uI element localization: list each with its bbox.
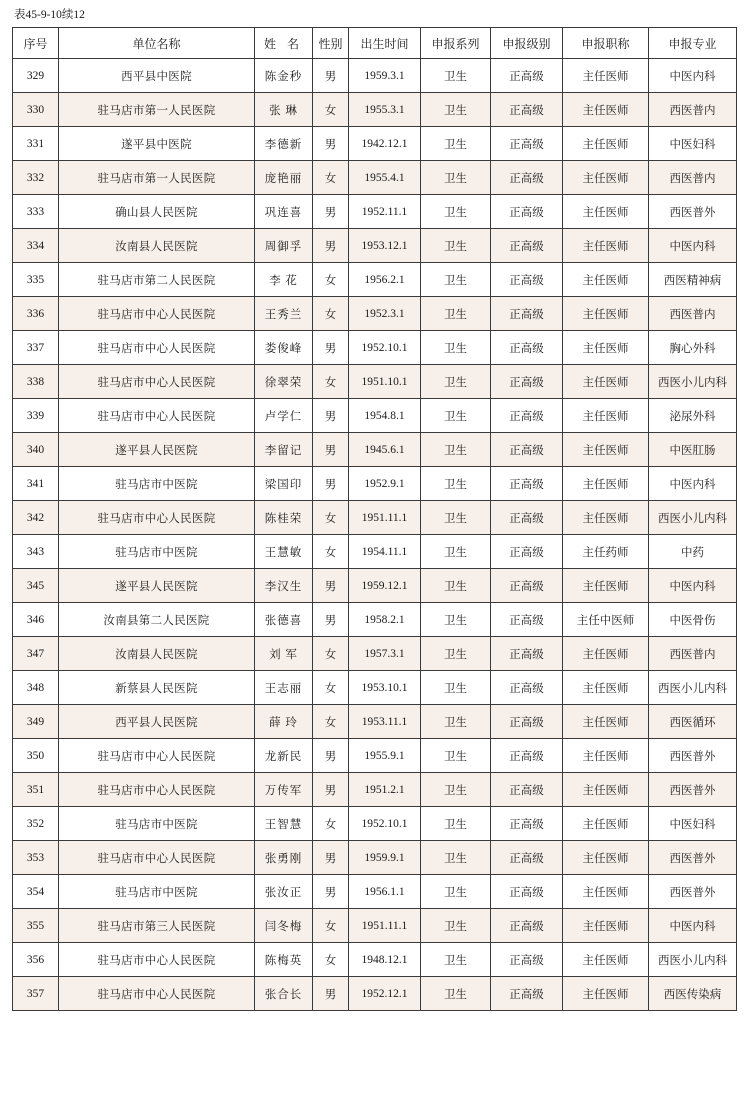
column-header-name: 姓 名 xyxy=(255,28,313,59)
cell-level: 正高级 xyxy=(491,535,563,569)
qualification-roster-table xyxy=(12,27,737,1011)
cell-level: 正高级 xyxy=(491,773,563,807)
cell-birth: 1955.4.1 xyxy=(349,161,421,195)
cell-title: 主任医师 xyxy=(563,943,649,977)
cell-unit: 驻马店市中心人民医院 xyxy=(59,773,255,807)
table-row xyxy=(13,739,737,773)
cell-birth: 1953.10.1 xyxy=(349,671,421,705)
cell-sex: 女 xyxy=(313,637,349,671)
cell-name: 薛 玲 xyxy=(255,705,313,739)
cell-level: 正高级 xyxy=(491,637,563,671)
table-row xyxy=(13,229,737,263)
cell-sex: 男 xyxy=(313,229,349,263)
cell-seq: 354 xyxy=(13,875,59,909)
cell-series: 卫生 xyxy=(421,909,491,943)
cell-name: 王秀兰 xyxy=(255,297,313,331)
cell-level: 正高级 xyxy=(491,671,563,705)
cell-sex: 女 xyxy=(313,535,349,569)
cell-birth: 1951.10.1 xyxy=(349,365,421,399)
cell-major: 中医内科 xyxy=(649,909,737,943)
cell-birth: 1955.3.1 xyxy=(349,93,421,127)
cell-major: 西医小儿内科 xyxy=(649,365,737,399)
cell-birth: 1942.12.1 xyxy=(349,127,421,161)
cell-birth: 1945.6.1 xyxy=(349,433,421,467)
cell-name: 卢学仁 xyxy=(255,399,313,433)
cell-title: 主任医师 xyxy=(563,161,649,195)
column-header-birth: 出生时间 xyxy=(349,28,421,59)
cell-unit: 汝南县第二人民医院 xyxy=(59,603,255,637)
cell-unit: 新蔡县人民医院 xyxy=(59,671,255,705)
cell-title: 主任药师 xyxy=(563,535,649,569)
cell-series: 卫生 xyxy=(421,59,491,93)
cell-major: 西医小儿内科 xyxy=(649,671,737,705)
cell-series: 卫生 xyxy=(421,773,491,807)
cell-unit: 遂平县人民医院 xyxy=(59,569,255,603)
cell-major: 西医小儿内科 xyxy=(649,943,737,977)
cell-level: 正高级 xyxy=(491,875,563,909)
cell-seq: 339 xyxy=(13,399,59,433)
table-row xyxy=(13,93,737,127)
table-row xyxy=(13,433,737,467)
cell-sex: 女 xyxy=(313,909,349,943)
cell-major: 中药 xyxy=(649,535,737,569)
cell-birth: 1951.2.1 xyxy=(349,773,421,807)
cell-series: 卫生 xyxy=(421,195,491,229)
cell-series: 卫生 xyxy=(421,739,491,773)
cell-unit: 驻马店市中心人民医院 xyxy=(59,977,255,1011)
cell-major: 西医普外 xyxy=(649,841,737,875)
cell-level: 正高级 xyxy=(491,807,563,841)
cell-name: 李留记 xyxy=(255,433,313,467)
cell-seq: 340 xyxy=(13,433,59,467)
cell-unit: 驻马店市中心人民医院 xyxy=(59,399,255,433)
table-row xyxy=(13,977,737,1011)
cell-seq: 346 xyxy=(13,603,59,637)
cell-name: 李德新 xyxy=(255,127,313,161)
cell-major: 西医普外 xyxy=(649,875,737,909)
cell-unit: 驻马店市中心人民医院 xyxy=(59,331,255,365)
cell-level: 正高级 xyxy=(491,297,563,331)
cell-level: 正高级 xyxy=(491,603,563,637)
table-row xyxy=(13,59,737,93)
cell-name: 梁国印 xyxy=(255,467,313,501)
cell-sex: 男 xyxy=(313,467,349,501)
cell-sex: 女 xyxy=(313,671,349,705)
cell-seq: 343 xyxy=(13,535,59,569)
table-header xyxy=(13,28,737,59)
cell-major: 中医内科 xyxy=(649,229,737,263)
cell-series: 卫生 xyxy=(421,569,491,603)
cell-birth: 1954.11.1 xyxy=(349,535,421,569)
cell-series: 卫生 xyxy=(421,331,491,365)
cell-series: 卫生 xyxy=(421,229,491,263)
cell-major: 中医妇科 xyxy=(649,127,737,161)
cell-name: 刘 军 xyxy=(255,637,313,671)
cell-title: 主任医师 xyxy=(563,59,649,93)
cell-sex: 男 xyxy=(313,569,349,603)
cell-major: 西医普内 xyxy=(649,93,737,127)
cell-title: 主任医师 xyxy=(563,127,649,161)
table-row xyxy=(13,875,737,909)
cell-birth: 1953.12.1 xyxy=(349,229,421,263)
cell-title: 主任医师 xyxy=(563,229,649,263)
cell-series: 卫生 xyxy=(421,841,491,875)
cell-birth: 1951.11.1 xyxy=(349,909,421,943)
cell-level: 正高级 xyxy=(491,433,563,467)
cell-sex: 男 xyxy=(313,59,349,93)
cell-major: 西医普内 xyxy=(649,297,737,331)
cell-level: 正高级 xyxy=(491,331,563,365)
table-row xyxy=(13,569,737,603)
cell-series: 卫生 xyxy=(421,943,491,977)
table-header-row xyxy=(13,28,737,59)
cell-level: 正高级 xyxy=(491,977,563,1011)
cell-name: 龙新民 xyxy=(255,739,313,773)
cell-series: 卫生 xyxy=(421,671,491,705)
cell-level: 正高级 xyxy=(491,739,563,773)
cell-unit: 驻马店市中医院 xyxy=(59,467,255,501)
cell-level: 正高级 xyxy=(491,195,563,229)
cell-birth: 1959.9.1 xyxy=(349,841,421,875)
cell-sex: 女 xyxy=(313,297,349,331)
cell-series: 卫生 xyxy=(421,807,491,841)
cell-name: 王志丽 xyxy=(255,671,313,705)
cell-birth: 1952.11.1 xyxy=(349,195,421,229)
cell-title: 主任医师 xyxy=(563,467,649,501)
cell-sex: 男 xyxy=(313,399,349,433)
column-header-major: 申报专业 xyxy=(649,28,737,59)
cell-series: 卫生 xyxy=(421,263,491,297)
cell-sex: 女 xyxy=(313,161,349,195)
cell-series: 卫生 xyxy=(421,875,491,909)
cell-title: 主任医师 xyxy=(563,841,649,875)
cell-seq: 332 xyxy=(13,161,59,195)
table-caption: 表45-9-10续12 xyxy=(14,9,85,21)
cell-sex: 男 xyxy=(313,603,349,637)
cell-major: 西医普外 xyxy=(649,195,737,229)
cell-seq: 349 xyxy=(13,705,59,739)
cell-unit: 西平县中医院 xyxy=(59,59,255,93)
cell-series: 卫生 xyxy=(421,535,491,569)
table-row xyxy=(13,807,737,841)
cell-sex: 男 xyxy=(313,739,349,773)
cell-name: 张合长 xyxy=(255,977,313,1011)
cell-seq: 351 xyxy=(13,773,59,807)
cell-unit: 驻马店市第二人民医院 xyxy=(59,263,255,297)
cell-seq: 352 xyxy=(13,807,59,841)
column-header-level: 申报级别 xyxy=(491,28,563,59)
cell-unit: 驻马店市中心人民医院 xyxy=(59,501,255,535)
cell-series: 卫生 xyxy=(421,161,491,195)
column-header-sex: 性别 xyxy=(313,28,349,59)
cell-title: 主任医师 xyxy=(563,331,649,365)
cell-major: 西医传染病 xyxy=(649,977,737,1011)
cell-title: 主任医师 xyxy=(563,569,649,603)
table-row xyxy=(13,637,737,671)
cell-major: 中医妇科 xyxy=(649,807,737,841)
cell-title: 主任医师 xyxy=(563,807,649,841)
cell-birth: 1959.3.1 xyxy=(349,59,421,93)
cell-birth: 1956.2.1 xyxy=(349,263,421,297)
cell-sex: 男 xyxy=(313,195,349,229)
cell-level: 正高级 xyxy=(491,365,563,399)
table-row xyxy=(13,943,737,977)
cell-series: 卫生 xyxy=(421,977,491,1011)
cell-birth: 1952.10.1 xyxy=(349,807,421,841)
cell-sex: 女 xyxy=(313,705,349,739)
cell-unit: 驻马店市中医院 xyxy=(59,875,255,909)
cell-sex: 男 xyxy=(313,127,349,161)
cell-name: 庞艳丽 xyxy=(255,161,313,195)
table-row xyxy=(13,671,737,705)
cell-birth: 1952.9.1 xyxy=(349,467,421,501)
table-row xyxy=(13,195,737,229)
cell-unit: 汝南县人民医院 xyxy=(59,637,255,671)
cell-level: 正高级 xyxy=(491,841,563,875)
cell-level: 正高级 xyxy=(491,705,563,739)
cell-major: 西医普内 xyxy=(649,161,737,195)
cell-unit: 西平县人民医院 xyxy=(59,705,255,739)
cell-major: 西医循环 xyxy=(649,705,737,739)
cell-birth: 1951.11.1 xyxy=(349,501,421,535)
cell-title: 主任医师 xyxy=(563,93,649,127)
cell-birth: 1952.12.1 xyxy=(349,977,421,1011)
cell-birth: 1958.2.1 xyxy=(349,603,421,637)
cell-major: 泌尿外科 xyxy=(649,399,737,433)
cell-seq: 338 xyxy=(13,365,59,399)
cell-title: 主任医师 xyxy=(563,297,649,331)
cell-series: 卫生 xyxy=(421,399,491,433)
cell-name: 闫冬梅 xyxy=(255,909,313,943)
cell-sex: 女 xyxy=(313,93,349,127)
cell-seq: 337 xyxy=(13,331,59,365)
cell-sex: 男 xyxy=(313,331,349,365)
cell-major: 中医内科 xyxy=(649,467,737,501)
cell-seq: 345 xyxy=(13,569,59,603)
cell-title: 主任医师 xyxy=(563,433,649,467)
cell-name: 王慧敏 xyxy=(255,535,313,569)
cell-sex: 女 xyxy=(313,943,349,977)
cell-level: 正高级 xyxy=(491,59,563,93)
cell-sex: 男 xyxy=(313,841,349,875)
cell-series: 卫生 xyxy=(421,93,491,127)
cell-major: 西医普外 xyxy=(649,773,737,807)
cell-title: 主任医师 xyxy=(563,365,649,399)
cell-series: 卫生 xyxy=(421,637,491,671)
cell-series: 卫生 xyxy=(421,433,491,467)
cell-major: 西医精神病 xyxy=(649,263,737,297)
cell-unit: 驻马店市中医院 xyxy=(59,535,255,569)
cell-level: 正高级 xyxy=(491,229,563,263)
cell-seq: 355 xyxy=(13,909,59,943)
cell-sex: 女 xyxy=(313,263,349,297)
table-row xyxy=(13,127,737,161)
table-row xyxy=(13,909,737,943)
cell-birth: 1957.3.1 xyxy=(349,637,421,671)
cell-major: 中医骨伤 xyxy=(649,603,737,637)
cell-seq: 329 xyxy=(13,59,59,93)
column-header-seq: 序号 xyxy=(13,28,59,59)
cell-unit: 驻马店市中心人民医院 xyxy=(59,943,255,977)
cell-level: 正高级 xyxy=(491,943,563,977)
cell-major: 西医普内 xyxy=(649,637,737,671)
cell-name: 李汉生 xyxy=(255,569,313,603)
cell-level: 正高级 xyxy=(491,127,563,161)
table-row xyxy=(13,535,737,569)
cell-name: 王智慧 xyxy=(255,807,313,841)
cell-series: 卫生 xyxy=(421,365,491,399)
cell-name: 张 琳 xyxy=(255,93,313,127)
cell-unit: 确山县人民医院 xyxy=(59,195,255,229)
cell-level: 正高级 xyxy=(491,399,563,433)
cell-seq: 334 xyxy=(13,229,59,263)
table-row xyxy=(13,161,737,195)
cell-title: 主任中医师 xyxy=(563,603,649,637)
table-row xyxy=(13,399,737,433)
cell-birth: 1948.12.1 xyxy=(349,943,421,977)
cell-birth: 1953.11.1 xyxy=(349,705,421,739)
table-row xyxy=(13,263,737,297)
cell-title: 主任医师 xyxy=(563,195,649,229)
table-row xyxy=(13,501,737,535)
cell-series: 卫生 xyxy=(421,297,491,331)
column-header-series: 申报系列 xyxy=(421,28,491,59)
cell-seq: 356 xyxy=(13,943,59,977)
cell-birth: 1952.3.1 xyxy=(349,297,421,331)
cell-name: 陈金秒 xyxy=(255,59,313,93)
cell-series: 卫生 xyxy=(421,501,491,535)
table-body xyxy=(13,59,737,1011)
column-header-title: 申报职称 xyxy=(563,28,649,59)
cell-title: 主任医师 xyxy=(563,263,649,297)
table-row xyxy=(13,773,737,807)
cell-sex: 女 xyxy=(313,807,349,841)
table-row xyxy=(13,297,737,331)
cell-name: 张汝正 xyxy=(255,875,313,909)
table-row xyxy=(13,841,737,875)
cell-seq: 353 xyxy=(13,841,59,875)
cell-name: 李 花 xyxy=(255,263,313,297)
cell-sex: 男 xyxy=(313,875,349,909)
table-row xyxy=(13,705,737,739)
cell-title: 主任医师 xyxy=(563,739,649,773)
cell-seq: 336 xyxy=(13,297,59,331)
cell-major: 中医肛肠 xyxy=(649,433,737,467)
cell-unit: 驻马店市中心人民医院 xyxy=(59,841,255,875)
cell-name: 张勇刚 xyxy=(255,841,313,875)
cell-seq: 350 xyxy=(13,739,59,773)
cell-birth: 1959.12.1 xyxy=(349,569,421,603)
cell-name: 陈桂荣 xyxy=(255,501,313,535)
cell-unit: 遂平县人民医院 xyxy=(59,433,255,467)
cell-level: 正高级 xyxy=(491,501,563,535)
cell-title: 主任医师 xyxy=(563,501,649,535)
cell-sex: 男 xyxy=(313,773,349,807)
cell-unit: 驻马店市第一人民医院 xyxy=(59,93,255,127)
cell-name: 娄俊峰 xyxy=(255,331,313,365)
cell-seq: 341 xyxy=(13,467,59,501)
cell-title: 主任医师 xyxy=(563,399,649,433)
cell-level: 正高级 xyxy=(491,569,563,603)
cell-name: 巩连喜 xyxy=(255,195,313,229)
cell-name: 徐翠荣 xyxy=(255,365,313,399)
cell-seq: 348 xyxy=(13,671,59,705)
cell-birth: 1956.1.1 xyxy=(349,875,421,909)
cell-major: 中医内科 xyxy=(649,59,737,93)
table-row xyxy=(13,467,737,501)
cell-unit: 驻马店市中心人民医院 xyxy=(59,297,255,331)
cell-unit: 汝南县人民医院 xyxy=(59,229,255,263)
cell-title: 主任医师 xyxy=(563,705,649,739)
cell-unit: 驻马店市第一人民医院 xyxy=(59,161,255,195)
cell-series: 卫生 xyxy=(421,603,491,637)
cell-series: 卫生 xyxy=(421,705,491,739)
cell-title: 主任医师 xyxy=(563,671,649,705)
cell-seq: 335 xyxy=(13,263,59,297)
cell-title: 主任医师 xyxy=(563,977,649,1011)
cell-series: 卫生 xyxy=(421,127,491,161)
cell-title: 主任医师 xyxy=(563,875,649,909)
cell-title: 主任医师 xyxy=(563,909,649,943)
cell-birth: 1955.9.1 xyxy=(349,739,421,773)
table-row xyxy=(13,603,737,637)
cell-title: 主任医师 xyxy=(563,773,649,807)
cell-sex: 女 xyxy=(313,501,349,535)
table-row xyxy=(13,365,737,399)
table-row xyxy=(13,331,737,365)
cell-major: 胸心外科 xyxy=(649,331,737,365)
cell-major: 中医内科 xyxy=(649,569,737,603)
column-header-unit: 单位名称 xyxy=(59,28,255,59)
cell-seq: 357 xyxy=(13,977,59,1011)
cell-name: 周御孚 xyxy=(255,229,313,263)
cell-unit: 驻马店市中医院 xyxy=(59,807,255,841)
cell-name: 张德喜 xyxy=(255,603,313,637)
cell-name: 万传军 xyxy=(255,773,313,807)
cell-level: 正高级 xyxy=(491,263,563,297)
cell-level: 正高级 xyxy=(491,93,563,127)
cell-level: 正高级 xyxy=(491,467,563,501)
cell-birth: 1952.10.1 xyxy=(349,331,421,365)
cell-major: 西医普外 xyxy=(649,739,737,773)
cell-title: 主任医师 xyxy=(563,637,649,671)
cell-seq: 330 xyxy=(13,93,59,127)
cell-unit: 遂平县中医院 xyxy=(59,127,255,161)
cell-seq: 333 xyxy=(13,195,59,229)
cell-sex: 男 xyxy=(313,433,349,467)
cell-seq: 347 xyxy=(13,637,59,671)
cell-seq: 342 xyxy=(13,501,59,535)
cell-unit: 驻马店市中心人民医院 xyxy=(59,739,255,773)
cell-birth: 1954.8.1 xyxy=(349,399,421,433)
cell-sex: 男 xyxy=(313,977,349,1011)
cell-sex: 女 xyxy=(313,365,349,399)
cell-series: 卫生 xyxy=(421,467,491,501)
cell-name: 陈梅英 xyxy=(255,943,313,977)
cell-unit: 驻马店市中心人民医院 xyxy=(59,365,255,399)
cell-level: 正高级 xyxy=(491,909,563,943)
cell-seq: 331 xyxy=(13,127,59,161)
cell-level: 正高级 xyxy=(491,161,563,195)
cell-unit: 驻马店市第三人民医院 xyxy=(59,909,255,943)
cell-major: 西医小儿内科 xyxy=(649,501,737,535)
